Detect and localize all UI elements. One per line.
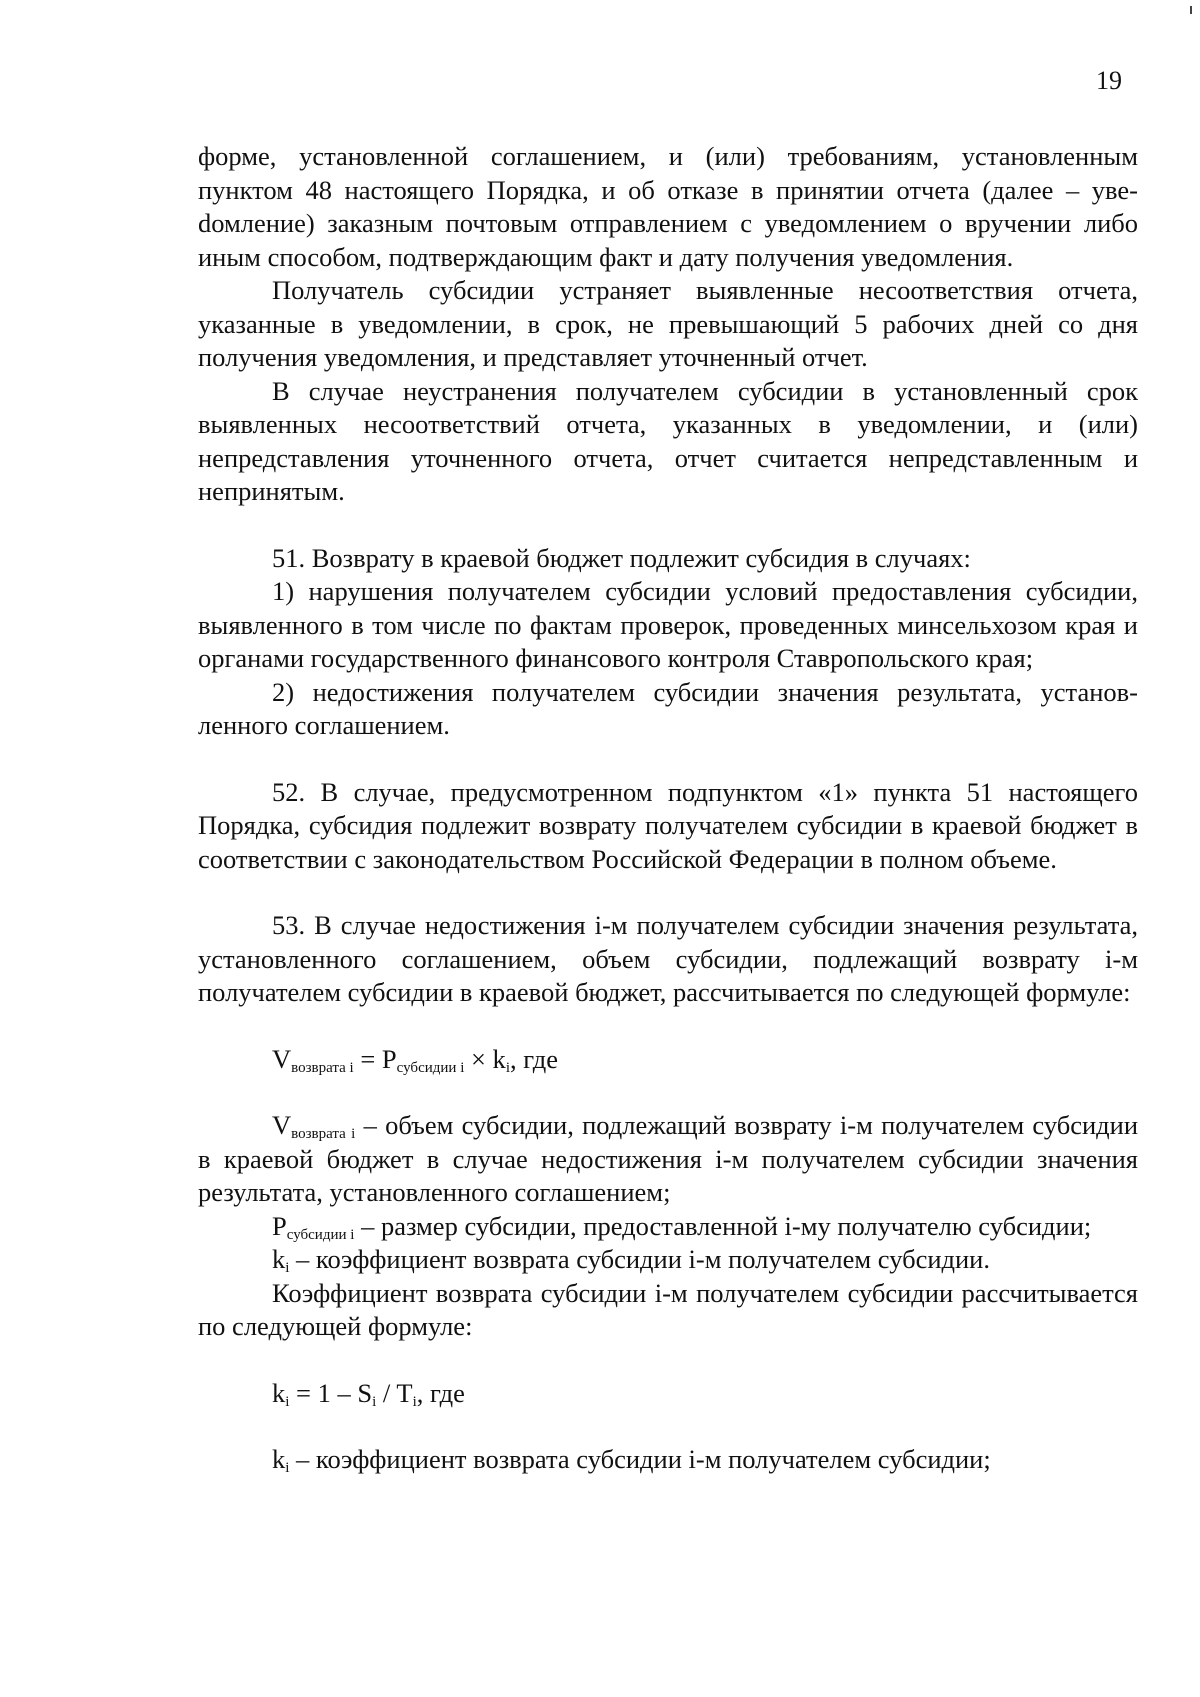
paragraph-item-53: 53. В случае недостижения i-м получателем субсидии значения результата, установленного соглашением, объем субсидии, подлежащий возврату i-м получателем субсидии в краевой бюджет, рассчитывается по следующей формуле: bbox=[198, 910, 1138, 1007]
page-number: 19 bbox=[1096, 66, 1122, 95]
paragraph-item-51-1: 1) нарушения получателем субсидии условий предоставления субсидии, выявленного в том числе по фактам проверок, проведенных минсельхозом края и органами государственного финансового контроля Ставропольского края; bbox=[198, 576, 1138, 673]
paragraph-item-51: 51. Возврату в краевой бюджет подлежит субсидия в случаях: bbox=[272, 542, 971, 573]
paragraph-recipient-corrects: Получатель субсидии устраняет выявленные несоответствия отчета, указанные в уведомлении, в срок, не превышающий 5 рабочих дней со дня получения уведомления, и представляет уточненный отчет. bbox=[198, 275, 1138, 372]
scan-artifact bbox=[1190, 6, 1192, 14]
definition-k-coefficient: $k_i$ – коэффициент возврата субсидии i-м получателем субсидии. bbox=[272, 1244, 990, 1276]
definition-v-return: $V_{возврата i}$ – объем субсидии, подлежащий возврату i-м получателем субсидии в краевой бюджет в случае недостижения i-м получателем субсидии значения результата, установленного соглашением; bbox=[198, 1110, 1139, 1207]
paragraph-item-52: 52. В случае, предусмотренном подпунктом «1» пункта 51 настоящего Порядка, субсидия подлежит возврату получателем субсидии в краевой бюджет в соответствии с законодательством Российской Федерации в полном объеме. bbox=[198, 776, 1138, 874]
paragraph-item-51-2: 2) недостижения получателем субсидии значения результата, установленного соглашением. bbox=[198, 676, 1138, 740]
document-body bbox=[198, 140, 1138, 1477]
formula-coefficient: $k_i = 1 - S_i / T_i$, где bbox=[272, 1377, 465, 1410]
definition-k-coefficient-2: $k_i$ – коэффициент возврата субсидии i-м получателем субсидии; bbox=[272, 1444, 991, 1476]
formula-return-volume: $V_{возврата i} = P_{субсидии i} \times k_i$, где bbox=[272, 1043, 559, 1076]
paragraph-coefficient-formula-intro: Коэффициент возврата субсидии i-м получателем субсидии рассчитывается по следующей формуле: bbox=[198, 1277, 1138, 1341]
paragraph-report-rejected: В случае неустранения получателем субсидии в установленный срок выявленных несоответствий отчета, указанных в уведомлении, и (или) непредставления уточненного отчета, отчет считается непредставленным и непринятым. bbox=[198, 375, 1138, 506]
paragraph-report-notice: форме, установленной соглашением, и (или) требованиям, установленным пунктом 48 настоящего Порядка, и об отказе в принятии отчета (далее – увеdомление) заказным почтовым отправлением с уведомлением о вручении либо иным способом, подтверждающим факт и дату получения уведомления. bbox=[198, 141, 1138, 272]
definition-p-subsidy: $P_{субсидии i}$ – размер субсидии, предоставленной i-му получателю субсидии; bbox=[272, 1210, 1092, 1243]
